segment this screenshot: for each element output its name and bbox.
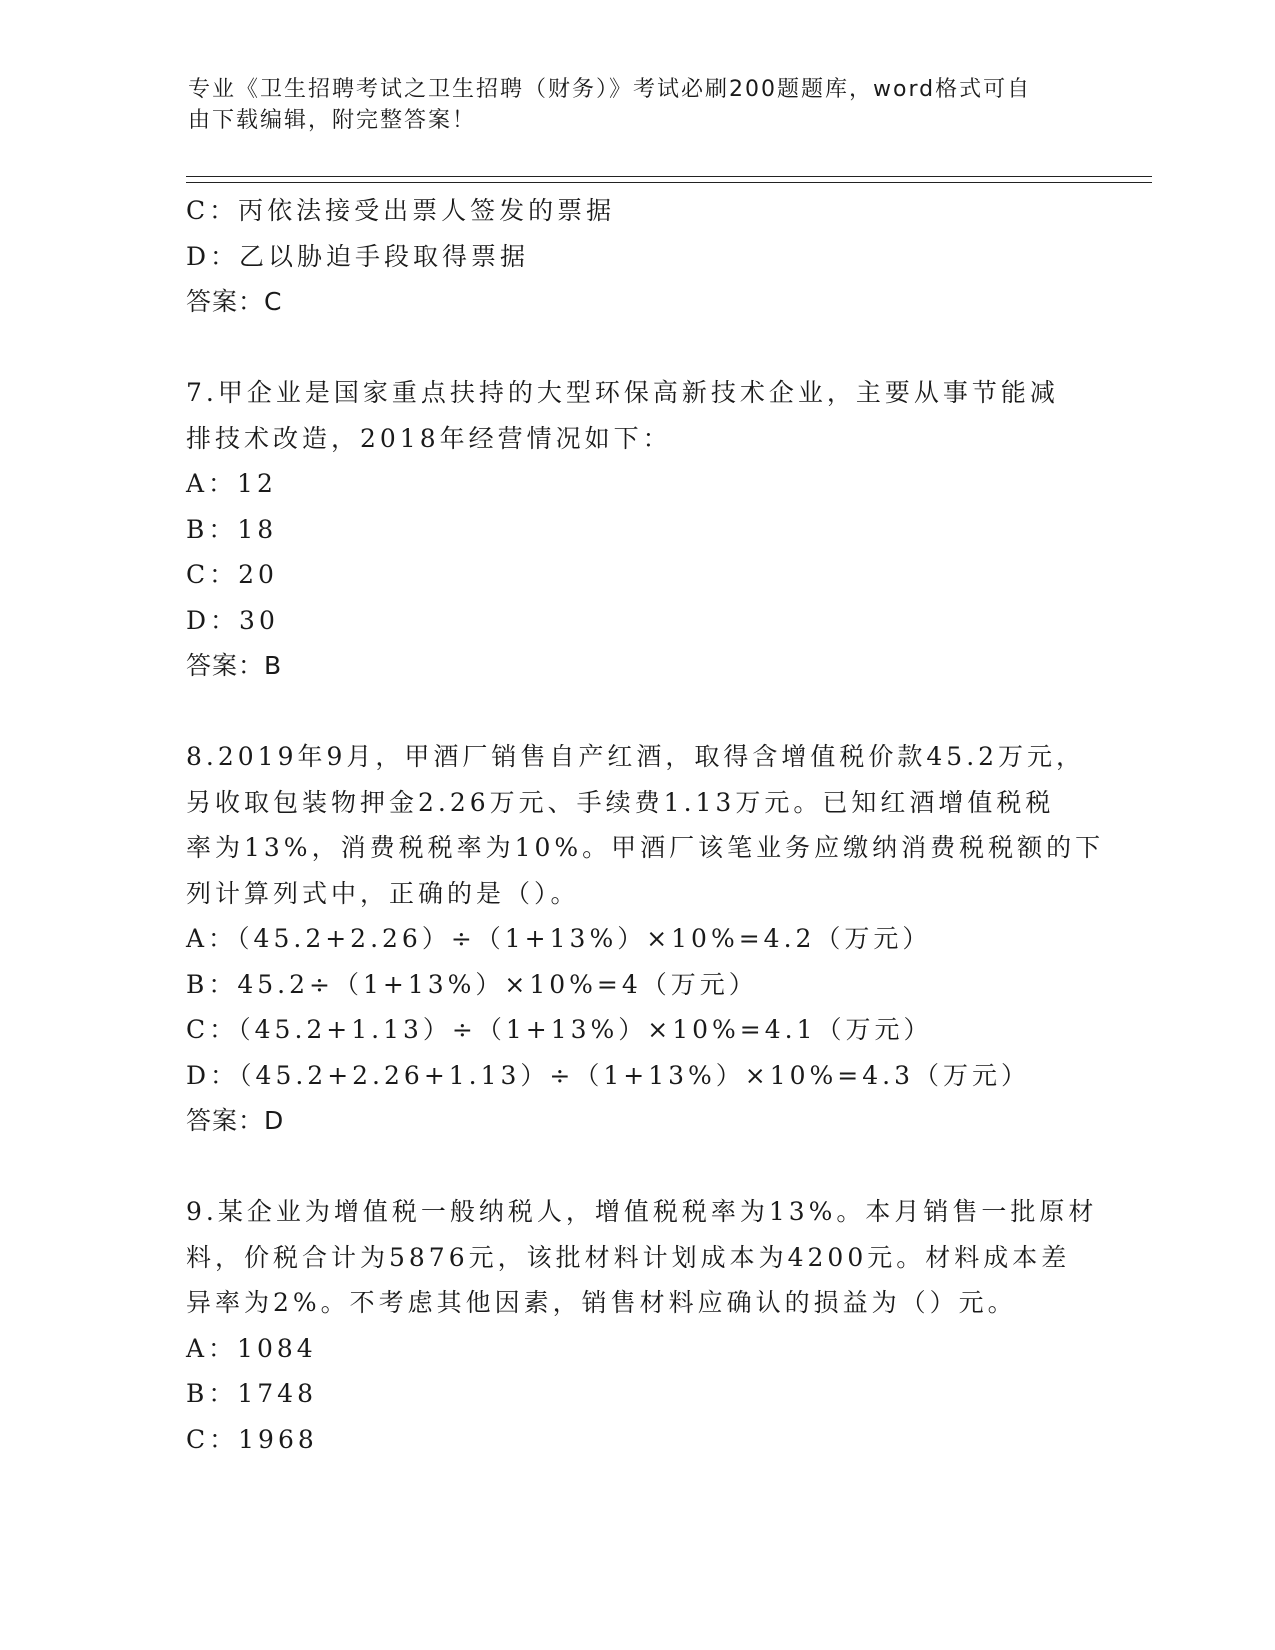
q8-option-c: C：（45.2+1.13）÷（1+13%）×10%=4.1（万元） bbox=[186, 1015, 933, 1044]
header-line-1: 专业《卫生招聘考试之卫生招聘（财务）》考试必刷200题题库，word格式可自 bbox=[188, 77, 1032, 102]
q9-stem-line-2: 料，价税合计为5876元，该批材料计划成本为4200元。材料成本差 bbox=[186, 1242, 1071, 1272]
q7-option-a: A：12 bbox=[186, 469, 277, 498]
q7-answer: 答案：B bbox=[186, 651, 283, 680]
q7-option-b: B：18 bbox=[186, 514, 278, 544]
question-content bbox=[186, 188, 1105, 1462]
q9-stem-line-1: 9.某企业为增值税一般纳税人，增值税税率为13%。本月销售一批原材 bbox=[186, 1197, 1098, 1226]
q7-option-d: D：30 bbox=[186, 605, 279, 635]
q8-answer: 答案：D bbox=[186, 1106, 285, 1135]
q7-option-c: C：20 bbox=[186, 560, 278, 589]
prev-answer: 答案：C bbox=[186, 287, 283, 316]
q7-stem-line-1: 7.甲企业是国家重点扶持的大型环保高新技术企业，主要从事节能减 bbox=[186, 378, 1059, 407]
q8-stem-line-3: 率为13%，消费税税率为10%。甲酒厂该笔业务应缴纳消费税税额的下 bbox=[186, 833, 1105, 862]
spacer bbox=[186, 325, 1086, 371]
q7-stem-line-2: 排技术改造，2018年经营情况如下： bbox=[186, 423, 672, 453]
spacer bbox=[186, 689, 1086, 735]
q9-option-b: B：1748 bbox=[186, 1379, 317, 1408]
q8-option-a: A：（45.2+2.26）÷（1+13%）×10%=4.2（万元） bbox=[186, 924, 932, 953]
q8-option-b: B：45.2÷（1+13%）×10%=4（万元） bbox=[186, 969, 758, 999]
q8-stem-line-2: 另收取包装物押金2.26万元、手续费1.13万元。已知红酒增值税税 bbox=[186, 787, 1055, 817]
q8-stem-line-1: 8.2019年9月，甲酒厂销售自产红酒，取得含增值税价款45.2万元， bbox=[186, 742, 1086, 771]
header-divider-bottom bbox=[186, 182, 1152, 183]
header-line-2: 由下载编辑，附完整答案！ bbox=[188, 108, 477, 133]
q9-stem-line-3: 异率为2%。不考虑其他因素，销售材料应确认的损益为（）元。 bbox=[186, 1288, 1017, 1317]
q9-option-c: C：1968 bbox=[186, 1424, 318, 1454]
header-divider-top bbox=[186, 176, 1152, 177]
document-header bbox=[188, 74, 1088, 136]
q9-option-a: A：1084 bbox=[186, 1333, 317, 1363]
q8-option-d: D：（45.2+2.26+1.13）÷（1+13%）×10%=4.3（万元） bbox=[186, 1060, 1031, 1090]
spacer bbox=[186, 1144, 1086, 1190]
prev-option-d: D：乙以胁迫手段取得票据 bbox=[186, 241, 530, 271]
q8-stem-line-4: 列计算列式中，正确的是（）。 bbox=[186, 878, 580, 908]
prev-option-c: C：丙依法接受出票人签发的票据 bbox=[186, 196, 616, 225]
